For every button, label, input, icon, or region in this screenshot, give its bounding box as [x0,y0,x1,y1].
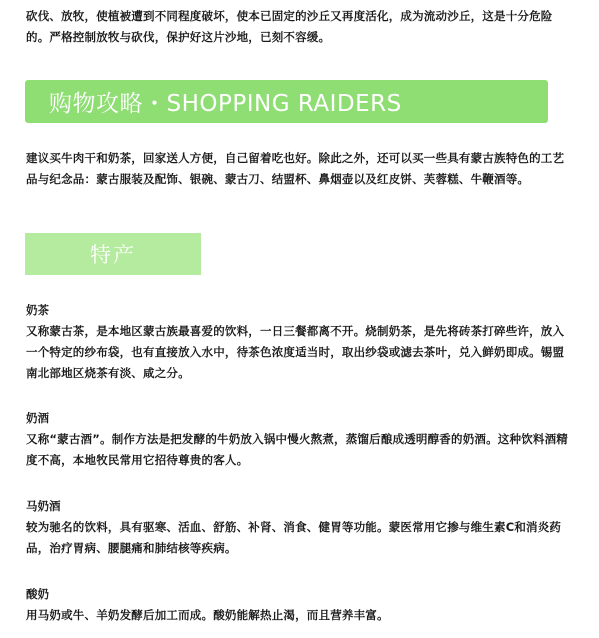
item-desc-mare-milk-wine: 较为驰名的饮料，具有驱寒、活血、舒筋、补肾、消食、健胃等功能。蒙医常用它掺与维生素C和消炎药品，治疗胃病、腰腿痛和肺结核等疾病。 [26,520,562,555]
item-title-yogurt: 酸奶 [26,587,49,601]
specialty-banner [25,233,201,275]
item-title-mare-milk-wine: 马奶酒 [26,499,61,513]
intro-paragraph: 砍伐、放牧，使植被遭到不同程度破坏，使本已固定的沙丘又再度活化，成为流动沙丘，这是十分危险的。严格控制放牧与砍伐，保护好这片沙地，已刻不容缓。 [26,9,553,44]
item-title-milk-wine: 奶酒 [26,411,49,425]
shopping-raiders-banner [25,80,548,123]
shopping-paragraph: 建议买牛肉干和奶茶，回家送人方便，自己留着吃也好。除此之外，还可以买一些具有蒙古族特色的工艺品与纪念品：蒙古服装及配饰、银碗、蒙古刀、结盟杯、鼻烟壶以及红皮饼、芙蓉糕、牛鞭酒等。 [26,151,565,186]
specialty-title: 特产 [90,243,136,267]
item-desc-milk-wine: 又称“蒙古酒”。制作方法是把发酵的牛奶放入锅中慢火熬煮，蒸馏后酿成透明醇香的奶酒。这种饮料酒精度不高，本地牧民常用它招待尊贵的客人。 [26,432,569,467]
item-title-milk-tea: 奶茶 [26,303,49,317]
item-desc-yogurt: 用马奶或牛、羊奶发酵后加工而成。酸奶能解热止渴，而且营养丰富。 [26,608,389,622]
shopping-raiders-title: 购物攻略・SHOPPING RAIDERS [49,91,402,117]
item-desc-milk-tea: 又称蒙古茶，是本地区蒙古族最喜爱的饮料，一日三餐都离不开。烧制奶茶，是先将砖茶打碎些许，放入一个特定的纱布袋，也有直接放入水中，待茶色浓度适当时，取出纱袋或滤去茶叶，兑入鲜奶即成。锡盟南北部地区烧茶有淡、咸之分。 [26,324,565,380]
